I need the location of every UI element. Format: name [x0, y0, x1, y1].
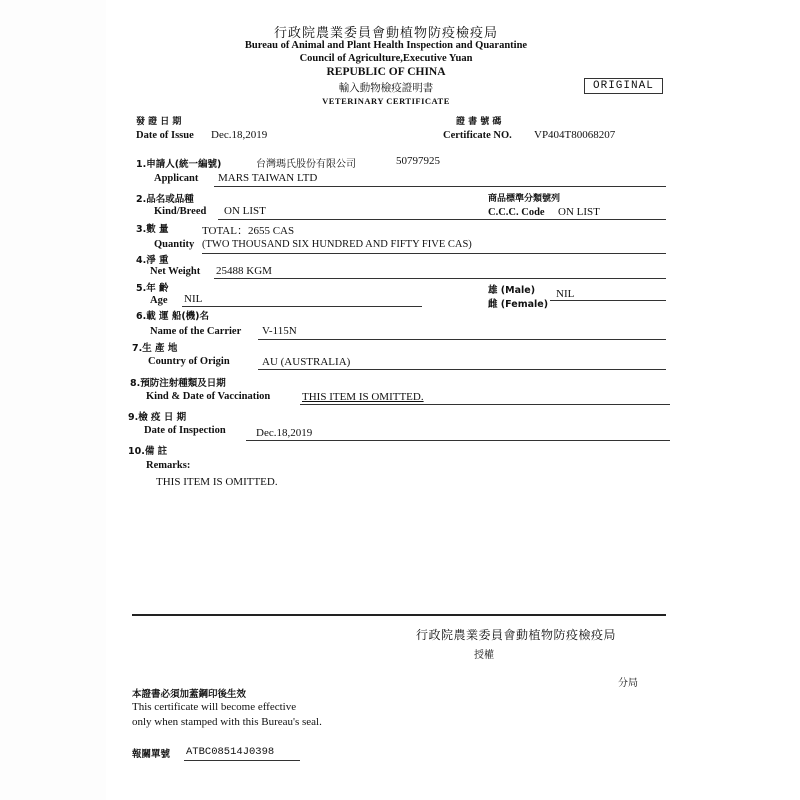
- ccc-code-label-cn: 商品標準分類號列: [488, 194, 561, 204]
- seal-note-line-1: This certificate will become effective: [132, 701, 297, 713]
- remarks-value: THIS ITEM IS OMITTED.: [156, 476, 278, 488]
- sex-underline: [550, 300, 666, 301]
- weight-label-cn: 4.淨 重: [136, 255, 169, 266]
- agency-name-english: Bureau of Animal and Plant Health Inspection and Quarantine: [244, 40, 528, 51]
- carrier-value: V-115N: [262, 325, 297, 337]
- agency-name-chinese: 行政院農業委員會動植物防疫檢疫局: [273, 26, 498, 41]
- applicant-value-cn: 台灣瑪氏股份有限公司: [256, 159, 356, 170]
- age-label-cn: 5.年 齡: [136, 283, 169, 294]
- vaccination-label: Kind & Date of Vaccination: [146, 391, 271, 402]
- footer-divider: [132, 614, 666, 616]
- carrier-label-cn: 6.載 運 船(機)名: [136, 311, 210, 322]
- origin-label-cn: 7.生 產 地: [132, 343, 178, 354]
- age-underline: [182, 306, 422, 307]
- age-label: Age: [150, 295, 168, 306]
- applicant-value: MARS TAIWAN LTD: [218, 172, 318, 184]
- carrier-underline: [258, 339, 666, 340]
- footer-branch-cn: 分局: [618, 678, 638, 689]
- weight-underline: [214, 278, 666, 279]
- inspection-label-cn: 9.檢 疫 日 期: [128, 412, 187, 423]
- male-label: 雄 (Male): [488, 285, 536, 296]
- weight-label: Net Weight: [150, 266, 201, 277]
- inspection-value: Dec.18,2019: [256, 427, 313, 439]
- applicant-label-cn: 1.申請人(統一編號): [136, 159, 222, 170]
- ccc-code-value: ON LIST: [558, 206, 600, 218]
- quantity-underline: [202, 253, 666, 254]
- female-label: 雌 (Female): [488, 299, 549, 310]
- certificate-number-label: Certificate NO.: [443, 130, 512, 141]
- seal-note-line-2: only when stamped with this Bureau's seal.: [132, 716, 322, 728]
- kind-underline: [218, 219, 666, 220]
- age-value: NIL: [184, 293, 203, 305]
- quantity-label: Quantity: [154, 239, 195, 250]
- remarks-label: Remarks:: [146, 460, 191, 471]
- origin-underline: [258, 369, 666, 370]
- certificate-number-label-cn: 證 書 號 碼: [456, 117, 502, 127]
- quantity-label-cn: 3.數 量: [136, 224, 169, 235]
- applicant-label: Applicant: [154, 173, 199, 184]
- footer-authorized-cn: 授權: [474, 650, 494, 661]
- ccc-code-label: C.C.C. Code: [488, 207, 545, 218]
- original-stamp: ORIGINAL: [584, 78, 663, 94]
- customs-report-value: ATBC08514J0398: [186, 746, 275, 758]
- customs-report-label-cn: 報關單號: [132, 749, 171, 760]
- applicant-id-value: 50797925: [396, 155, 440, 167]
- certificate-title-english: VETERINARY CERTIFICATE: [322, 96, 450, 106]
- remarks-label-cn: 10.備 註: [128, 446, 168, 457]
- customs-report-underline: [184, 760, 300, 761]
- issue-date-label-cn: 發 證 日 期: [136, 117, 182, 127]
- inspection-underline: [246, 440, 670, 441]
- issue-date-value: Dec.18,2019: [211, 129, 268, 141]
- certificate-page: [106, 0, 690, 800]
- inspection-label: Date of Inspection: [144, 425, 226, 436]
- vaccination-label-cn: 8.預防注射種類及日期: [130, 378, 226, 389]
- certificate-number-value: VP404T80068207: [534, 129, 616, 141]
- kind-value: ON LIST: [224, 205, 266, 217]
- scan-margin: [0, 0, 106, 800]
- origin-label: Country of Origin: [148, 356, 230, 367]
- kind-label-cn: 2.品名或品種: [136, 194, 194, 205]
- weight-value: 25488 KGM: [216, 265, 272, 277]
- quantity-value: TOTAL：2655 CAS: [202, 225, 295, 237]
- vaccination-underline: [300, 404, 670, 405]
- applicant-underline: [214, 186, 666, 187]
- certificate-title-chinese: 輸入動物檢疫證明書: [338, 82, 434, 94]
- carrier-label: Name of the Carrier: [150, 326, 242, 337]
- quantity-words-value: (TWO THOUSAND SIX HUNDRED AND FIFTY FIVE CAS): [202, 239, 472, 250]
- seal-note-cn: 本證書必須加蓋鋼印後生效: [132, 689, 247, 700]
- sex-value: NIL: [556, 288, 575, 300]
- council-name: Council of Agriculture,Executive Yuan: [299, 53, 473, 64]
- country-name: REPUBLIC OF CHINA: [326, 66, 446, 78]
- footer-authority-cn: 行政院農業委員會動植物防疫檢疫局: [416, 628, 617, 642]
- kind-label: Kind/Breed: [154, 206, 207, 217]
- vaccination-value: THIS ITEM IS OMITTED.: [302, 391, 424, 403]
- origin-value: AU (AUSTRALIA): [262, 356, 351, 368]
- issue-date-label: Date of Issue: [136, 130, 194, 141]
